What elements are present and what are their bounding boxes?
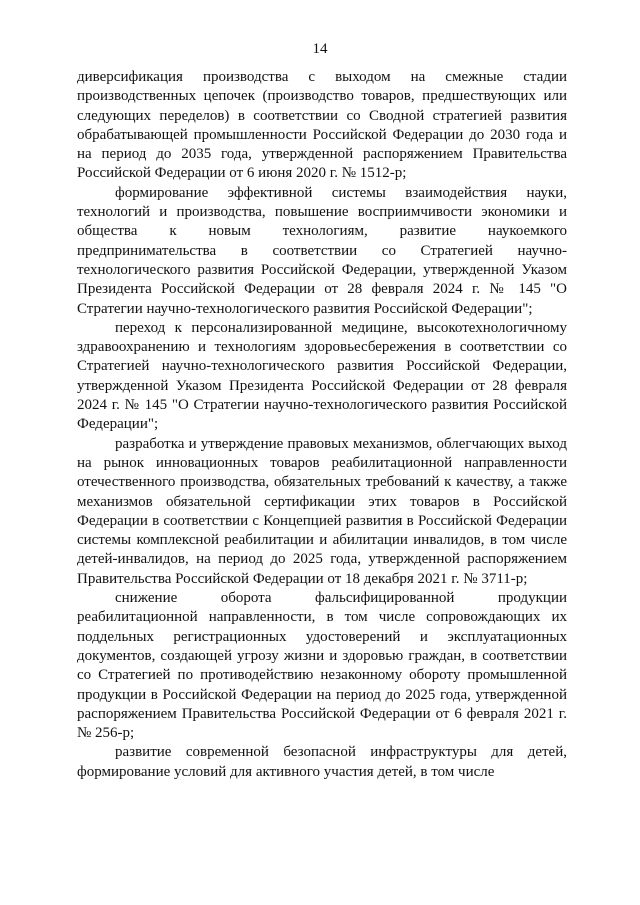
document-body [77, 68, 567, 782]
paragraph-legal-mechanisms: разработка и утверждение правовых механизмов, облегчающих выход на рынок инновационных товаров реабилитационной направленности отечественного производства, обязательных требований к качеству, а также механизмов обязательной сертификации этих товаров в Российской Федерации в соответствии с Концепцией развития в Российской Федерации системы комплексной реабилитации и абилитации инвалидов, в том числе детей-инвалидов, на период до 2025 года, утвержденной распоряжением Правительства Российской Федерации от 18 декабря 2021 г. № 3711-р; [77, 435, 567, 587]
paragraph-personalized-medicine: переход к персонализированной медицине, высокотехнологичному здравоохранению и технологиям здоровьесбережения в соответствии со Стратегией научно-технологического развития Российской Федерации, утвержденной Указом Президента Российской Федерации от 28 февраля 2024 г. № 145 "О Стратегии научно-технологического развития Российской Федерации"; [77, 319, 567, 433]
paragraph-science-technology: формирование эффективной системы взаимодействия науки, технологий и производства, повышение восприимчивости экономики и общества к новым технологиям, развитие наукоемкого предпринимательства в соответствии со Стратегией научно-технологического развития Российской Федерации, утвержденной Указом Президента Российской Федерации от 28 февраля 2024 г. № 145 "О Стратегии научно-технологического развития Российской Федерации"; [77, 184, 567, 317]
page-number: 14 [312, 41, 328, 57]
paragraph-counterfeit-reduction: снижение оборота фальсифицированной продукции реабилитационной направленности, в том числе сопровождающих их поддельных регистрационных удостоверений и эксплуатационных документов, создающей угрозу жизни и здоровью граждан, в соответствии со Стратегией по противодействию незаконному обороту промышленной продукции в Российской Федерации на период до 2025 года, утвержденной распоряжением Правительства Российской Федерации от 6 февраля 2021 г. № 256-р; [77, 590, 567, 742]
paragraph-children-infrastructure: развитие современной безопасной инфраструктуры для детей, формирование условий для активного участия детей, в том числе [77, 744, 567, 780]
paragraph-diversification: диверсификация производства с выходом на смежные стадии производственных цепочек (производство товаров, предшествующих или следующих переделов) в соответствии со Сводной стратегией развития обрабатывающей промышленности Российской Федерации до 2030 года и на период до 2035 года, утвержденной распоряжением Правительства Российской Федерации от 6 июня 2020 г. № 1512-р; [77, 69, 567, 182]
